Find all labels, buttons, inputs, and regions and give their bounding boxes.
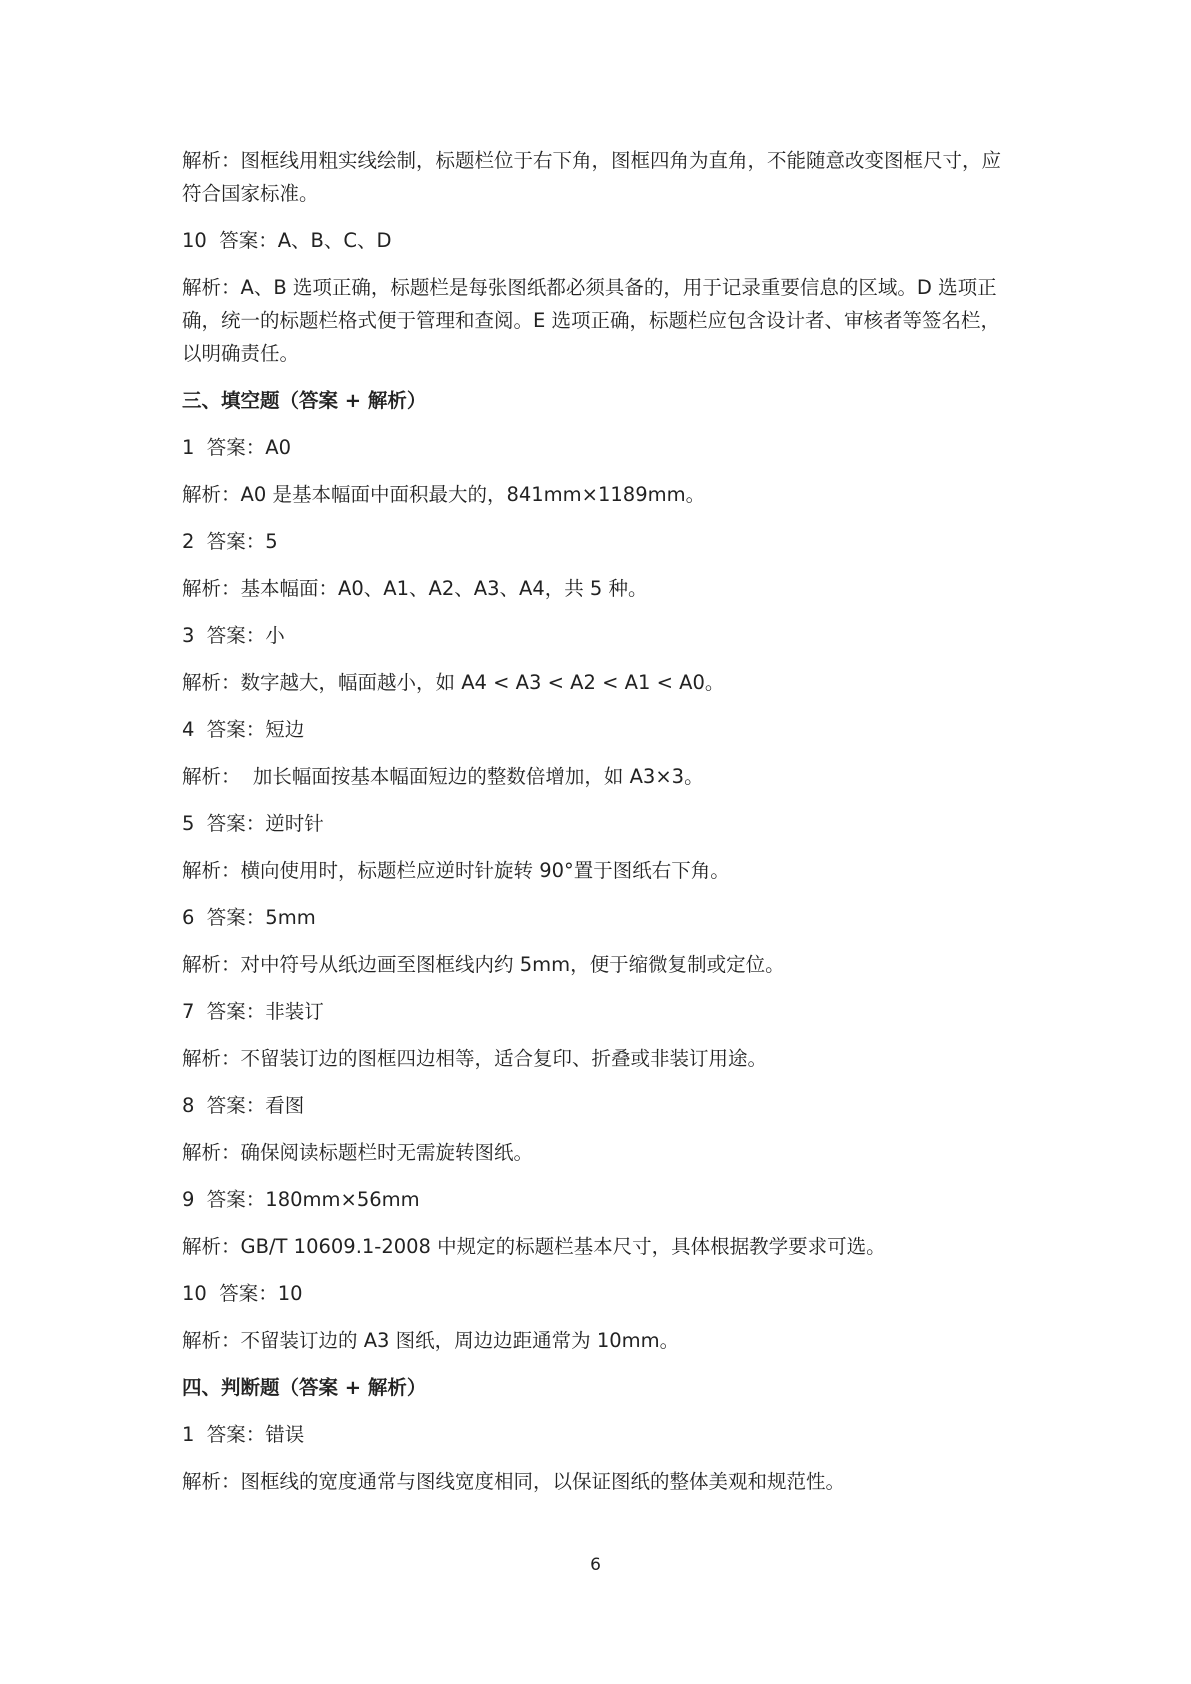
paragraph: 5 答案：逆时针: [182, 812, 324, 835]
paragraph: 1 答案：A0: [182, 436, 292, 459]
paragraph: 解析：不留装订边的图框四边相等，适合复印、折叠或非装订用途。: [182, 1047, 768, 1070]
paragraph: 8 答案：看图: [182, 1094, 305, 1117]
paragraph: 解析：GB/T 10609.1-2008 中规定的标题栏基本尺寸，具体根据教学要求可选。: [182, 1235, 886, 1258]
paragraph: 9 答案：180mm×56mm: [182, 1188, 420, 1211]
paragraph: 2 答案：5: [182, 530, 278, 553]
paragraph: 6 答案：5mm: [182, 906, 316, 929]
paragraph: 解析：数字越大，幅面越小，如 A4 < A3 < A2 < A1 < A0。: [182, 671, 725, 694]
paragraph: 解析：图框线的宽度通常与图线宽度相同，以保证图纸的整体美观和规范性。: [182, 1470, 846, 1493]
paragraph: 10 答案：10: [182, 1282, 303, 1305]
paragraph: 解析：不留装订边的 A3 图纸，周边边距通常为 10mm。: [182, 1329, 680, 1352]
paragraph: 解析：A0 是基本幅面中面积最大的，841mm×1189mm。: [182, 483, 706, 506]
paragraph: 解析：图框线用粗实线绘制，标题栏位于右下角，图框四角为直角，不能随意改变图框尺寸，应符合国家标准。: [182, 149, 1002, 205]
paragraph: 7 答案：非装订: [182, 1000, 324, 1023]
paragraph: 3 答案：小: [182, 624, 285, 647]
document-body: [182, 144, 1012, 1512]
paragraph: 解析：确保阅读标题栏时无需旋转图纸。: [182, 1141, 534, 1164]
paragraph: 解析：A、B 选项正确，标题栏是每张图纸都必须具备的，用于记录重要信息的区域。D 选项正确，统一的标题栏格式便于管理和查阅。E 选项正确，标题栏应包含设计者、审核者等签名栏，以明确责任。: [182, 276, 1001, 365]
paragraph: 解析：横向使用时，标题栏应逆时针旋转 90°置于图纸右下角。: [182, 859, 730, 882]
page-number: 6: [590, 1555, 601, 1575]
paragraph: 4 答案：短边: [182, 718, 305, 741]
paragraph: 1 答案：错误: [182, 1423, 305, 1446]
paragraph: 解析：对中符号从纸边画至图框线内约 5mm，便于缩微复制或定位。: [182, 953, 785, 976]
section-heading: 四、判断题（答案 + 解析）: [182, 1376, 427, 1399]
paragraph: 解析： 加长幅面按基本幅面短边的整数倍增加，如 A3×3。: [182, 765, 704, 788]
paragraph: 10 答案：A、B、C、D: [182, 229, 392, 252]
section-heading: 三、填空题（答案 + 解析）: [182, 389, 427, 412]
paragraph: 解析：基本幅面：A0、A1、A2、A3、A4，共 5 种。: [182, 577, 648, 600]
